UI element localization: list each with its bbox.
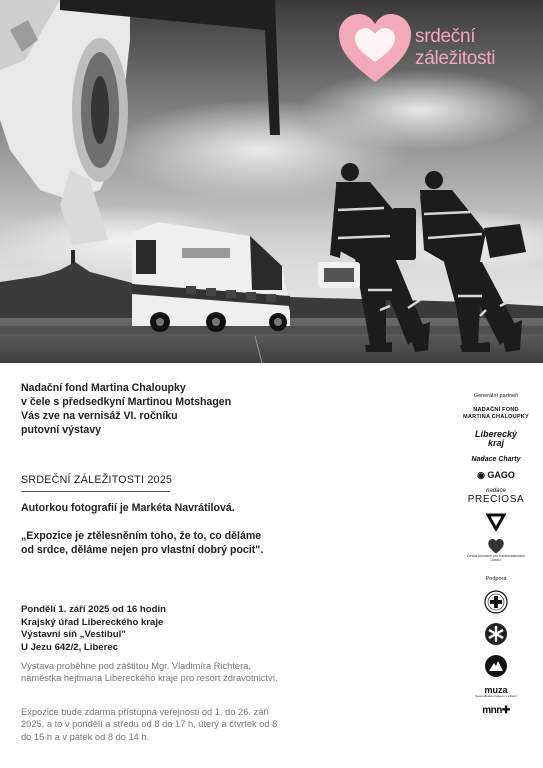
logo-text xyxy=(415,26,495,70)
star-of-life-icon xyxy=(484,622,508,646)
intro-line-1: Nadační fond Martina Chaloupky xyxy=(21,382,186,394)
event-hall: Výstavní síň „Vestibul" xyxy=(21,629,126,641)
logo-line-2: záležitosti xyxy=(415,48,496,69)
preciosa-logo-text: PRECIOSA xyxy=(467,494,525,505)
event-title: SRDEČNÍ ZÁLEŽITOSTI 2025 xyxy=(21,474,173,486)
partners-column xyxy=(463,393,529,716)
nf-logo-line-2: MARTINA CHALOUPKY xyxy=(463,414,529,420)
nf-logo-line-1: NADAČNÍ FOND xyxy=(473,407,519,413)
partner-chevron-logo-icon xyxy=(486,513,506,531)
mountain-seal-icon xyxy=(484,654,508,678)
plus-icon: ✚ xyxy=(501,704,510,716)
intro-line-3: Vás zve na vernisáž VI. ročníku xyxy=(21,410,178,422)
preciosa-logo-top: nadace xyxy=(486,488,506,494)
event-date: Pondělí 1. září 2025 od 16 hodin xyxy=(21,604,167,615)
gago-logo xyxy=(463,470,529,481)
srdecni-zalezitosti-logo xyxy=(339,14,529,84)
event-title-underline xyxy=(21,491,170,492)
liberecky-logo-line-1: Liberecký xyxy=(474,429,518,439)
heart-logo-icon xyxy=(339,14,411,84)
hero-photo xyxy=(0,0,543,363)
logo-line-1: srdeční xyxy=(415,26,476,47)
nadace-charty-logo: Nadace Charty xyxy=(471,456,521,463)
intro-line-2: v čele s předsedkyní Martinou Motshagen xyxy=(21,396,232,408)
patronage-note: Výstava proběhne pod záštitou Mgr. Vladimíra Richtera, náměstka hejtmana Libereckého kraje pro resort zdravotnictví. xyxy=(21,661,278,684)
mnn-logo xyxy=(463,705,529,716)
opening-hours-note: Expozice bude zdarma přístupná veřejnosti od 1. do 26. září 2025, a to v pondělí a středu od 8 do 17 h, úterý a čtvrtek od 8 do 15 h a v pátek od 8 do 14 h. xyxy=(21,707,278,742)
mnn-logo-text: mnn xyxy=(482,704,502,716)
medical-cross-seal-icon xyxy=(484,590,508,614)
invitation-intro xyxy=(21,381,431,437)
author-note: Autorkou fotografií je Markéta Navrátilová. xyxy=(21,502,235,514)
intro-line-4: putovní výstavy xyxy=(21,424,102,436)
muza-logo-text: muza xyxy=(484,685,508,695)
nadace-preciosa-logo xyxy=(463,488,529,505)
general-partners-title: Generální partneři xyxy=(473,393,519,399)
nf-martina-chaloupky-logo xyxy=(463,407,529,421)
event-details xyxy=(21,604,431,654)
muza-logo-subtitle: Severočeská muzeum v Liberci xyxy=(475,694,517,698)
liberecky-kraj-logo xyxy=(463,430,529,448)
heart-association-text: Česká Asociace pro Kardiovaskulární Zdraví xyxy=(467,554,525,562)
event-address: U Jezu 642/2, Liberec xyxy=(21,641,119,653)
event-venue: Krajský úřad Libereckého kraje xyxy=(21,616,164,628)
gago-mark-icon: ◉ xyxy=(477,470,488,480)
heart-association-logo-icon xyxy=(487,539,505,554)
liberecky-logo-line-2: kraj xyxy=(487,438,504,448)
exhibition-quote: „Expozice je ztělesněním toho, že to, co děláme od srdce, děláme nejen pro vlastní dobrý pocit". xyxy=(21,530,264,556)
gago-logo-text: GAGO xyxy=(487,470,515,480)
support-title: Podpora xyxy=(485,576,507,582)
